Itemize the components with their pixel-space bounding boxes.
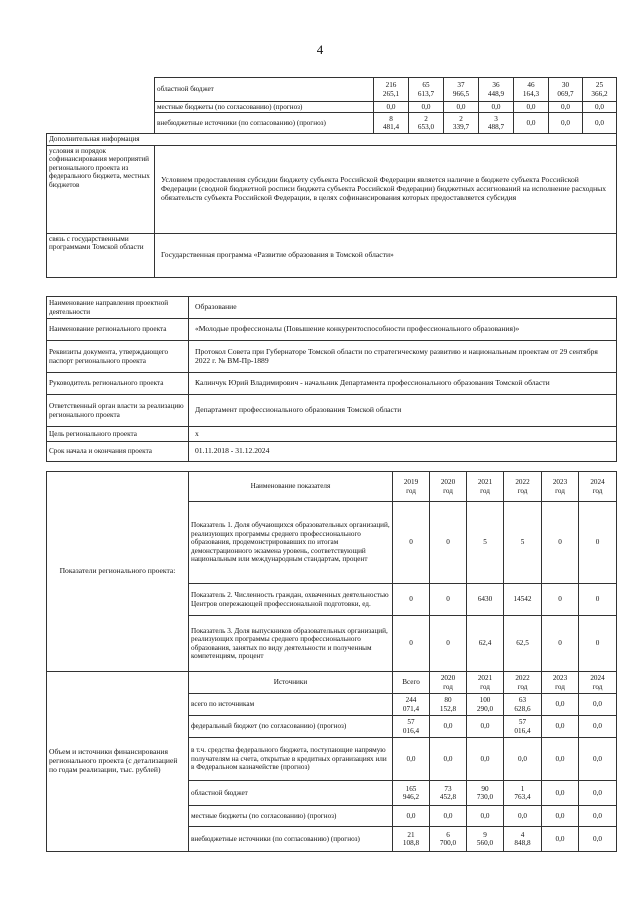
year-header: 2024 год xyxy=(579,472,617,502)
conditions-label: условия и порядок софинансирования мероприятий регионального проекта из федерального бюджета, местных бюджетов xyxy=(47,145,155,233)
financing-value: 0,0 xyxy=(430,806,467,827)
period-label: Срок начала и окончания проекта xyxy=(47,442,189,462)
financing-value: 0,0 xyxy=(467,716,504,738)
value-cell: 0,0 xyxy=(583,102,617,113)
head-label: Руководитель регионального проекта xyxy=(47,373,189,395)
responsible-label: Ответственный орган власти за реализацию регионального проекта xyxy=(47,395,189,427)
financing-value: 9 560,0 xyxy=(467,827,504,852)
financing-value: 0,0 xyxy=(430,716,467,738)
value-cell: 0,0 xyxy=(514,102,549,113)
head-value: Калинчук Юрий Владимирович - начальник Департамента профессионального образования Томской области xyxy=(189,373,617,395)
financing-value: 0,0 xyxy=(579,716,617,738)
indicator-value: 0 xyxy=(393,584,430,616)
financing-source: федеральный бюджет (по согласованию) (прогноз) xyxy=(189,716,393,738)
value-cell: 36 448,9 xyxy=(479,78,514,102)
value-cell: 65 613,7 xyxy=(409,78,444,102)
value-cell: 8 481,4 xyxy=(374,113,409,134)
value-cell: 0,0 xyxy=(374,102,409,113)
additional-info-row xyxy=(47,134,617,145)
year-header: 2021 год xyxy=(467,472,504,502)
financing-value: 100 290,0 xyxy=(467,694,504,716)
financing-value: 0,0 xyxy=(504,738,542,781)
value-cell: 2 653,0 xyxy=(409,113,444,134)
financing-value: 165 946,2 xyxy=(393,781,430,806)
financing-value: 0,0 xyxy=(467,738,504,781)
financing-value: 90 730,0 xyxy=(467,781,504,806)
indicator-value: 0 xyxy=(579,502,617,584)
financing-value: 6 700,0 xyxy=(430,827,467,852)
value-cell: 0,0 xyxy=(409,102,444,113)
financing-value: 0,0 xyxy=(579,694,617,716)
financing-value: 63 628,6 xyxy=(504,694,542,716)
indicators-header-row xyxy=(47,472,617,502)
requisites-value: Протокол Совета при Губернаторе Томской области по стратегическому развитию и национальным проектам от 29 сентября 2022 г. № ВМ-Пр-1889 xyxy=(189,341,617,373)
financing-header-row xyxy=(47,672,617,694)
indicator-value: 5 xyxy=(467,502,504,584)
financing-value: 0,0 xyxy=(542,806,579,827)
year-header: 2019 год xyxy=(393,472,430,502)
indicator-value: 0 xyxy=(542,616,579,672)
page-number: 4 xyxy=(316,42,324,57)
year-header: 2020 год xyxy=(430,672,467,694)
financing-value: 244 071,4 xyxy=(393,694,430,716)
indicator-value: 62,4 xyxy=(467,616,504,672)
additional-info-label: Дополнительная информация xyxy=(47,134,617,145)
indicator-value: 0 xyxy=(430,502,467,584)
financing-source: областной бюджет xyxy=(189,781,393,806)
top-row-regional xyxy=(47,78,617,102)
financing-value: 80 152,8 xyxy=(430,694,467,716)
financing-value: 0,0 xyxy=(542,738,579,781)
passport-row xyxy=(47,395,617,427)
year-header: 2022 год xyxy=(504,672,542,694)
financing-value: 0,0 xyxy=(430,738,467,781)
program-link-row xyxy=(47,233,617,277)
financing-source: всего по источникам xyxy=(189,694,393,716)
project-passport-table xyxy=(46,296,617,462)
value-cell: 0,0 xyxy=(444,102,479,113)
conditions-text: Условием предоставления субсидии бюджету субъекта Российской Федерации является наличие в бюджете субъекта Российской Федерации (сводной бюджетной росписи бюджета субъекта Российской Федерации) бюджетных ассигнований на исполнение расходных обязательств субъекта Российской Федерации, в целях софинансирования которых предоставляется субсидия xyxy=(155,145,617,233)
conditions-row xyxy=(47,145,617,233)
passport-row xyxy=(47,319,617,341)
financing-value: 0,0 xyxy=(579,781,617,806)
direction-label: Наименование направления проектной деятельности xyxy=(47,297,189,319)
indicator-value: 0 xyxy=(430,616,467,672)
value-cell: 0,0 xyxy=(549,113,583,134)
indicators-table xyxy=(46,471,617,672)
value-cell: 0,0 xyxy=(583,113,617,134)
year-header: 2023 год xyxy=(542,672,579,694)
passport-row xyxy=(47,427,617,442)
requisites-label: Реквизиты документа, утверждающего паспорт регионального проекта xyxy=(47,341,189,373)
passport-row xyxy=(47,297,617,319)
year-header: 2024 год xyxy=(579,672,617,694)
top-row-label: внебюджетные источники (по согласованию) (прогноз) xyxy=(155,113,374,134)
value-cell: 30 069,7 xyxy=(549,78,583,102)
total-header: Всего xyxy=(393,672,430,694)
financing-value: 57 016,4 xyxy=(393,716,430,738)
indicator-value: 0 xyxy=(579,616,617,672)
financing-source: местные бюджеты (по согласованию) (прогноз) xyxy=(189,806,393,827)
period-value: 01.11.2018 - 31.12.2024 xyxy=(189,442,617,462)
financing-value: 0,0 xyxy=(393,738,430,781)
top-row-local xyxy=(47,102,617,113)
indicator-name-header: Наименование показателя xyxy=(189,472,393,502)
value-cell: 25 366,2 xyxy=(583,78,617,102)
value-cell: 3 488,7 xyxy=(479,113,514,134)
top-row-label: местные бюджеты (по согласованию) (прогноз) xyxy=(155,102,374,113)
top-row-label: областной бюджет xyxy=(155,78,374,102)
financing-value: 0,0 xyxy=(504,806,542,827)
value-cell: 0,0 xyxy=(514,113,549,134)
top-row-extrabudget xyxy=(47,113,617,134)
financing-source: в т.ч. средства федерального бюджета, поступающие напрямую получателям на счета, открытые в кредитных организациях или в Федеральном казначействе (прогноз) xyxy=(189,738,393,781)
financing-value: 4 848,8 xyxy=(504,827,542,852)
year-header: 2021 год xyxy=(467,672,504,694)
financing-value: 0,0 xyxy=(393,806,430,827)
value-cell: 46 164,3 xyxy=(514,78,549,102)
value-cell: 216 265,1 xyxy=(374,78,409,102)
indicator-value: 0 xyxy=(542,584,579,616)
goal-value: х xyxy=(189,427,617,442)
project-name-value: «Молодые профессионалы (Повышение конкурентоспособности профессионального образования)» xyxy=(189,319,617,341)
financing-value: 0,0 xyxy=(579,827,617,852)
direction-value: Образование xyxy=(189,297,617,319)
indicators-section-label: Показатели регионального проекта: xyxy=(47,472,189,672)
financing-value: 0,0 xyxy=(467,806,504,827)
financing-table xyxy=(46,671,617,852)
top-financing-table xyxy=(46,77,617,278)
indicator-value: 14542 xyxy=(504,584,542,616)
indicator-name: Показатель 1. Доля обучающихся образовательных организаций, реализующих программы среднего профессионального образования, продемонстрировавших по итогам демонстрационного экзамена уровень, соответствующий национальным или международным стандартам, процент xyxy=(189,502,393,584)
program-link-label: связь с государственными программами Томской области xyxy=(47,233,155,277)
passport-row xyxy=(47,373,617,395)
financing-value: 0,0 xyxy=(542,694,579,716)
financing-value: 0,0 xyxy=(542,827,579,852)
year-header: 2023 год xyxy=(542,472,579,502)
financing-value: 0,0 xyxy=(542,781,579,806)
passport-row xyxy=(47,341,617,373)
indicator-name: Показатель 2. Численность граждан, охваченных деятельностью Центров опережающей профессиональной подготовки, ед. xyxy=(189,584,393,616)
year-header: 2022 год xyxy=(504,472,542,502)
indicator-value: 0 xyxy=(542,502,579,584)
sources-header: Источники xyxy=(189,672,393,694)
year-header: 2020 год xyxy=(430,472,467,502)
indicator-value: 6430 xyxy=(467,584,504,616)
indicator-value: 0 xyxy=(430,584,467,616)
financing-section-label: Объем и источники финансирования регионального проекта (с детализацией по годам реализации, тыс. рублей) xyxy=(47,672,189,852)
value-cell: 0,0 xyxy=(479,102,514,113)
goal-label: Цель регионального проекта xyxy=(47,427,189,442)
financing-value: 0,0 xyxy=(542,716,579,738)
project-name-label: Наименование регионального проекта xyxy=(47,319,189,341)
indicator-value: 5 xyxy=(504,502,542,584)
passport-row xyxy=(47,442,617,462)
program-link-text: Государственная программа «Развитие образования в Томской области» xyxy=(155,233,617,277)
indicator-value: 0 xyxy=(579,584,617,616)
indicator-value: 62,5 xyxy=(504,616,542,672)
indicator-value: 0 xyxy=(393,616,430,672)
value-cell: 0,0 xyxy=(549,102,583,113)
financing-value: 0,0 xyxy=(579,806,617,827)
indicator-value: 0 xyxy=(393,502,430,584)
financing-value: 73 452,8 xyxy=(430,781,467,806)
value-cell: 2 339,7 xyxy=(444,113,479,134)
financing-value: 57 016,4 xyxy=(504,716,542,738)
financing-value: 21 108,8 xyxy=(393,827,430,852)
financing-value: 0,0 xyxy=(579,738,617,781)
value-cell: 37 966,5 xyxy=(444,78,479,102)
indicator-name: Показатель 3. Доля выпускников образовательных организаций, реализующих программы среднего профессионального образования, занятых по виду деятельности и полученным компетенциям, процент xyxy=(189,616,393,672)
financing-value: 1 763,4 xyxy=(504,781,542,806)
responsible-value: Департамент профессионального образования Томской области xyxy=(189,395,617,427)
financing-source: внебюджетные источники (по согласованию) (прогноз) xyxy=(189,827,393,852)
